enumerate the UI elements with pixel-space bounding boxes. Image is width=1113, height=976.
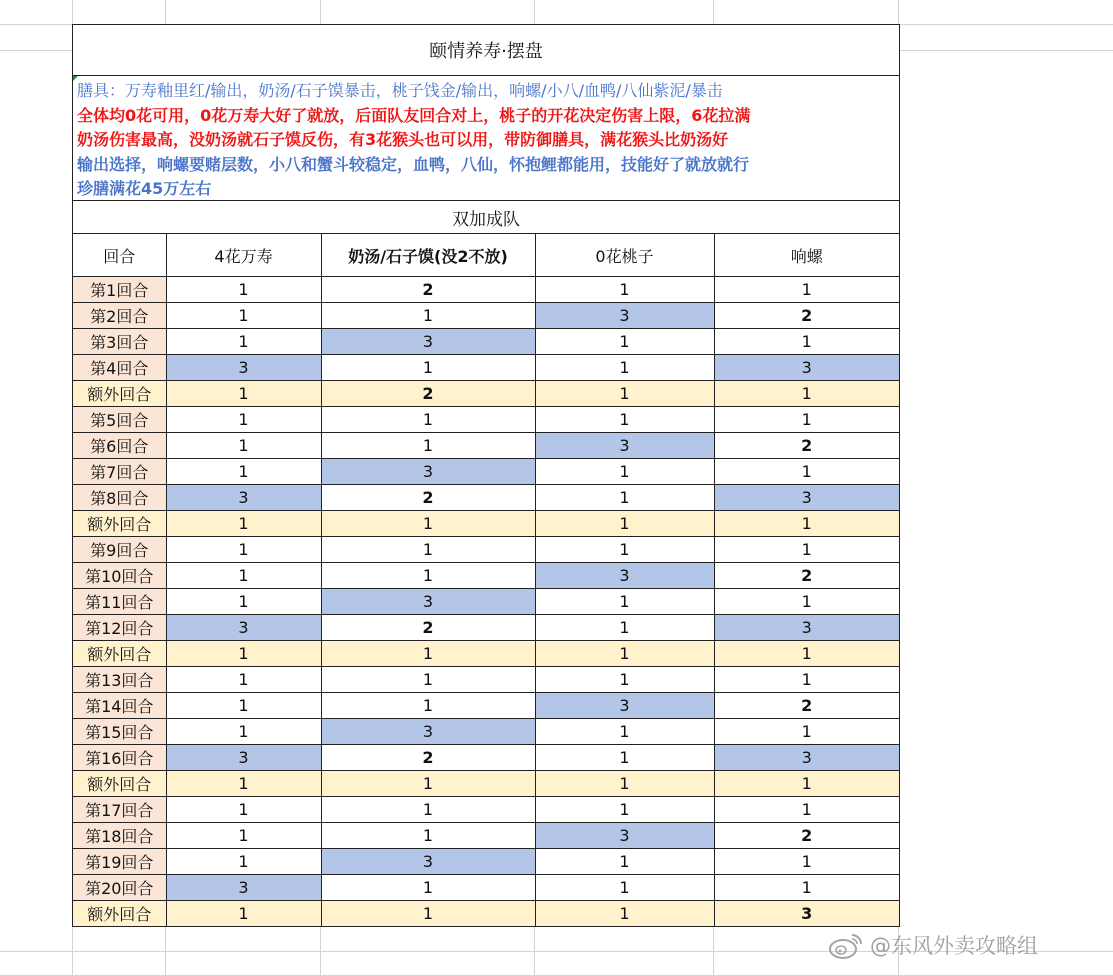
table-row <box>73 693 899 719</box>
value-cell[interactable]: 1 <box>166 719 321 745</box>
value-cell[interactable]: 1 <box>535 485 714 511</box>
table-row <box>73 589 899 615</box>
table-row <box>73 823 899 849</box>
spreadsheet-sheet <box>72 24 900 927</box>
value-cell[interactable]: 1 <box>321 667 535 693</box>
value-cell[interactable]: 1 <box>321 641 535 667</box>
table-row <box>73 381 899 407</box>
round-label-cell[interactable]: 额外回合 <box>73 901 166 927</box>
value-cell[interactable]: 3 <box>321 329 535 355</box>
value-cell[interactable]: 1 <box>166 459 321 485</box>
round-label-cell[interactable]: 第19回合 <box>73 849 166 875</box>
table-row <box>73 303 899 329</box>
value-cell[interactable]: 1 <box>535 459 714 485</box>
value-cell[interactable]: 1 <box>714 329 899 355</box>
value-cell[interactable]: 1 <box>535 901 714 927</box>
value-cell[interactable]: 1 <box>714 589 899 615</box>
value-cell[interactable]: 3 <box>321 849 535 875</box>
table-row <box>73 537 899 563</box>
rotation-table <box>73 234 899 926</box>
value-cell[interactable]: 1 <box>535 745 714 771</box>
value-cell[interactable]: 1 <box>321 407 535 433</box>
value-cell[interactable]: 1 <box>714 277 899 303</box>
value-cell[interactable]: 1 <box>714 511 899 537</box>
table-row <box>73 615 899 641</box>
round-label-cell[interactable]: 第11回合 <box>73 589 166 615</box>
value-cell[interactable]: 1 <box>714 459 899 485</box>
value-cell[interactable]: 1 <box>166 823 321 849</box>
table-row <box>73 407 899 433</box>
table-row <box>73 433 899 459</box>
value-cell[interactable]: 2 <box>714 693 899 719</box>
value-cell[interactable]: 1 <box>535 797 714 823</box>
value-cell[interactable]: 1 <box>714 875 899 901</box>
value-cell[interactable]: 3 <box>166 355 321 381</box>
value-cell[interactable]: 1 <box>321 797 535 823</box>
round-label-cell[interactable]: 第20回合 <box>73 875 166 901</box>
value-cell[interactable]: 3 <box>535 693 714 719</box>
value-cell[interactable]: 3 <box>166 615 321 641</box>
round-label-cell[interactable]: 第4回合 <box>73 355 166 381</box>
weibo-icon <box>828 930 864 960</box>
value-cell[interactable]: 1 <box>535 511 714 537</box>
column-header-taozi[interactable]: 0花桃子 <box>535 234 714 277</box>
value-cell[interactable]: 1 <box>321 537 535 563</box>
value-cell[interactable]: 1 <box>166 901 321 927</box>
value-cell[interactable]: 3 <box>714 485 899 511</box>
value-cell[interactable]: 1 <box>166 589 321 615</box>
sheet-title[interactable]: 颐情养寿·摆盘 <box>73 25 899 76</box>
value-cell[interactable]: 1 <box>166 693 321 719</box>
round-label-cell[interactable]: 第14回合 <box>73 693 166 719</box>
value-cell[interactable]: 3 <box>714 901 899 927</box>
value-cell[interactable]: 1 <box>321 693 535 719</box>
round-label-cell[interactable]: 额外回合 <box>73 381 166 407</box>
table-row <box>73 771 899 797</box>
value-cell[interactable]: 3 <box>535 563 714 589</box>
round-label-cell[interactable]: 第13回合 <box>73 667 166 693</box>
round-label-cell[interactable]: 第7回合 <box>73 459 166 485</box>
value-cell[interactable]: 1 <box>535 875 714 901</box>
round-label-cell[interactable]: 第5回合 <box>73 407 166 433</box>
round-label-cell[interactable]: 额外回合 <box>73 641 166 667</box>
value-cell[interactable]: 1 <box>166 537 321 563</box>
value-cell[interactable]: 1 <box>714 407 899 433</box>
value-cell[interactable]: 1 <box>714 719 899 745</box>
round-label-cell[interactable]: 第15回合 <box>73 719 166 745</box>
value-cell[interactable]: 1 <box>166 511 321 537</box>
value-cell[interactable]: 2 <box>321 277 535 303</box>
value-cell[interactable]: 1 <box>321 303 535 329</box>
column-header-wanshou[interactable]: 4花万寿 <box>166 234 321 277</box>
value-cell[interactable]: 1 <box>535 329 714 355</box>
round-label-cell[interactable]: 第18回合 <box>73 823 166 849</box>
value-cell[interactable]: 2 <box>321 745 535 771</box>
value-cell[interactable]: 3 <box>714 745 899 771</box>
value-cell[interactable]: 3 <box>714 615 899 641</box>
value-cell[interactable]: 2 <box>321 615 535 641</box>
note-line: 膳具：万寿釉里红/输出，奶汤/石子馍暴击，桃子饯金/输出，响螺/小八/血鸭/八仙紫泥/暴击 <box>77 81 723 100</box>
value-cell[interactable]: 1 <box>166 667 321 693</box>
value-cell[interactable]: 2 <box>714 433 899 459</box>
table-row <box>73 797 899 823</box>
value-cell[interactable]: 3 <box>535 433 714 459</box>
value-cell[interactable]: 1 <box>166 381 321 407</box>
round-label-cell[interactable]: 第16回合 <box>73 745 166 771</box>
watermark <box>828 930 1038 960</box>
value-cell[interactable]: 1 <box>535 277 714 303</box>
table-row <box>73 485 899 511</box>
value-cell[interactable]: 1 <box>535 407 714 433</box>
rotation-table-body <box>73 277 899 927</box>
value-cell[interactable]: 2 <box>321 381 535 407</box>
value-cell[interactable]: 1 <box>166 849 321 875</box>
value-cell[interactable]: 1 <box>321 901 535 927</box>
round-label-cell[interactable]: 额外回合 <box>73 511 166 537</box>
table-row <box>73 355 899 381</box>
value-cell[interactable]: 1 <box>535 849 714 875</box>
value-cell[interactable]: 3 <box>321 719 535 745</box>
table-row <box>73 277 899 303</box>
value-cell[interactable]: 1 <box>714 381 899 407</box>
team-subtitle[interactable]: 双加成队 <box>73 201 899 234</box>
table-header-row <box>73 234 899 277</box>
table-row <box>73 849 899 875</box>
note-line: 输出选择，响螺要赌层数，小八和蟹斗较稳定，血鸭，八仙，怀抱鲤都能用，技能好了就放就行 <box>77 154 750 174</box>
value-cell[interactable]: 1 <box>535 615 714 641</box>
value-cell[interactable]: 1 <box>535 719 714 745</box>
value-cell[interactable]: 1 <box>535 589 714 615</box>
round-label-cell[interactable]: 第6回合 <box>73 433 166 459</box>
round-label-cell[interactable]: 第17回合 <box>73 797 166 823</box>
value-cell[interactable]: 1 <box>714 641 899 667</box>
value-cell[interactable]: 3 <box>166 745 321 771</box>
round-label-cell[interactable]: 第12回合 <box>73 615 166 641</box>
value-cell[interactable]: 1 <box>166 277 321 303</box>
value-cell[interactable]: 1 <box>535 771 714 797</box>
note-line: 珍膳满花45万左右 <box>77 179 212 198</box>
value-cell[interactable]: 2 <box>321 485 535 511</box>
note-line: 奶汤伤害最高，没奶汤就石子馍反伤，有3花猴头也可以用，带防御膳具，满花猴头比奶汤好 <box>77 130 729 149</box>
value-cell[interactable]: 1 <box>535 641 714 667</box>
table-row <box>73 901 899 927</box>
value-cell[interactable]: 1 <box>321 433 535 459</box>
notes-lines <box>77 79 895 202</box>
value-cell[interactable]: 2 <box>714 563 899 589</box>
round-label-cell[interactable]: 第3回合 <box>73 329 166 355</box>
value-cell[interactable]: 3 <box>535 303 714 329</box>
table-row <box>73 459 899 485</box>
value-cell[interactable]: 1 <box>166 303 321 329</box>
value-cell[interactable]: 2 <box>714 823 899 849</box>
column-header-naitang[interactable]: 奶汤/石子馍(没2不放) <box>321 234 535 277</box>
value-cell[interactable]: 1 <box>714 667 899 693</box>
value-cell[interactable]: 1 <box>535 667 714 693</box>
watermark-text: @东风外卖攻略组 <box>870 934 1038 958</box>
table-row <box>73 719 899 745</box>
round-label-cell[interactable]: 第10回合 <box>73 563 166 589</box>
table-row <box>73 745 899 771</box>
value-cell[interactable]: 3 <box>321 589 535 615</box>
column-header-xiangluo[interactable]: 响螺 <box>714 234 899 277</box>
round-label-cell[interactable]: 第1回合 <box>73 277 166 303</box>
value-cell[interactable]: 3 <box>714 355 899 381</box>
value-cell[interactable]: 1 <box>714 771 899 797</box>
value-cell[interactable]: 1 <box>166 797 321 823</box>
value-cell[interactable]: 1 <box>321 511 535 537</box>
value-cell[interactable]: 1 <box>166 641 321 667</box>
note-line: 全体均0花可用，0花万寿大好了就放，后面队友回合对上，桃子的开花决定伤害上限，6花拉满 <box>77 105 751 125</box>
table-row <box>73 875 899 901</box>
value-cell[interactable]: 1 <box>321 771 535 797</box>
value-cell[interactable]: 1 <box>166 563 321 589</box>
value-cell[interactable]: 1 <box>535 537 714 563</box>
value-cell[interactable]: 1 <box>714 849 899 875</box>
value-cell[interactable]: 1 <box>166 407 321 433</box>
table-row <box>73 329 899 355</box>
value-cell[interactable]: 1 <box>321 563 535 589</box>
value-cell[interactable]: 1 <box>714 797 899 823</box>
table-row <box>73 511 899 537</box>
value-cell[interactable]: 1 <box>321 355 535 381</box>
column-header-round[interactable]: 回合 <box>73 234 166 277</box>
round-label-cell[interactable]: 第9回合 <box>73 537 166 563</box>
round-label-cell[interactable]: 第2回合 <box>73 303 166 329</box>
value-cell[interactable]: 1 <box>321 875 535 901</box>
notes-cell[interactable] <box>73 76 899 201</box>
table-row <box>73 667 899 693</box>
cell-comment-marker-icon <box>73 76 78 81</box>
value-cell[interactable]: 3 <box>321 459 535 485</box>
table-row <box>73 563 899 589</box>
value-cell[interactable]: 1 <box>166 433 321 459</box>
value-cell[interactable]: 1 <box>166 771 321 797</box>
value-cell[interactable]: 2 <box>714 303 899 329</box>
value-cell[interactable]: 1 <box>714 537 899 563</box>
value-cell[interactable]: 1 <box>166 329 321 355</box>
round-label-cell[interactable]: 第8回合 <box>73 485 166 511</box>
table-row <box>73 641 899 667</box>
value-cell[interactable]: 1 <box>535 381 714 407</box>
value-cell[interactable]: 3 <box>535 823 714 849</box>
round-label-cell[interactable]: 额外回合 <box>73 771 166 797</box>
value-cell[interactable]: 1 <box>535 355 714 381</box>
value-cell[interactable]: 3 <box>166 485 321 511</box>
value-cell[interactable]: 3 <box>166 875 321 901</box>
value-cell[interactable]: 1 <box>321 823 535 849</box>
